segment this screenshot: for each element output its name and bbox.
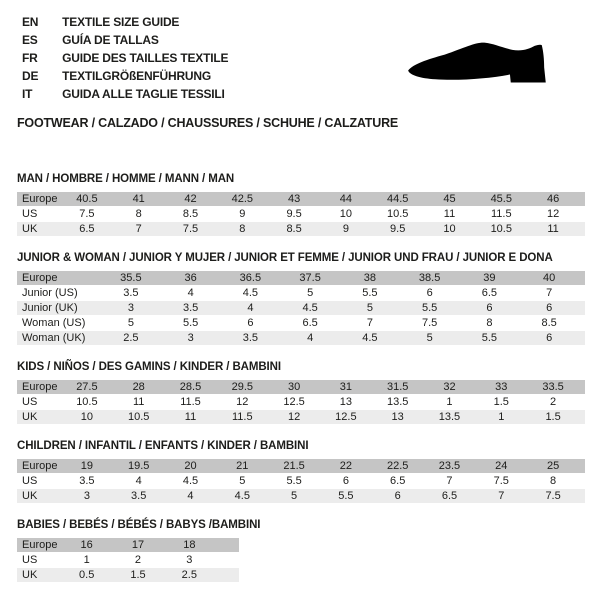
size-cell: 6: [372, 489, 424, 503]
size-cell: 1.5: [112, 568, 163, 582]
filler-cell: [579, 207, 585, 221]
size-cell: 4.5: [242, 287, 259, 299]
size-cell: 6.5: [424, 489, 476, 503]
size-cell: 46: [527, 192, 579, 206]
row-label: UK: [17, 489, 61, 503]
filler-cell: [579, 222, 585, 236]
row-label: US: [22, 396, 38, 408]
filler-cell: [579, 301, 585, 315]
size-table: [17, 270, 585, 346]
size-cell: 5: [239, 475, 246, 487]
language-code: IT: [22, 87, 33, 101]
size-cell: 10: [424, 222, 476, 236]
size-cell: 6: [342, 475, 349, 487]
filler-cell: [579, 380, 585, 394]
size-cell: 5.5: [286, 475, 302, 487]
size-cell: 33.5: [527, 380, 579, 394]
size-cell: 17: [112, 538, 163, 552]
row-label: Europe: [17, 538, 61, 552]
size-cell: 28.5: [165, 380, 217, 394]
size-cell: 6.5: [61, 222, 113, 236]
row-label: US: [22, 208, 38, 220]
size-cell: 8: [486, 317, 493, 329]
size-cell: 5: [400, 331, 460, 345]
filler-cell: [579, 474, 585, 488]
size-cell: 12.5: [320, 410, 372, 424]
language-label: GUIDE DES TAILLES TEXTILE: [62, 51, 229, 65]
size-cell: 3.5: [161, 301, 221, 315]
size-table-section: [17, 518, 600, 583]
language-code: EN: [22, 15, 39, 29]
size-cell: 22: [320, 459, 372, 473]
size-cell: 3.5: [123, 287, 139, 299]
size-cell: 23.5: [424, 459, 476, 473]
size-cell: 4.5: [216, 489, 268, 503]
row-label: Europe: [17, 271, 101, 285]
size-cell: 11: [443, 208, 456, 220]
size-cell: 1: [475, 410, 527, 424]
size-table-section: [17, 251, 600, 346]
size-cell: 4: [187, 287, 194, 299]
size-cell: 4: [221, 301, 281, 315]
table-title: KIDS / NIÑOS / DES GAMINS / KINDER / BAMBINI: [17, 361, 281, 373]
size-cell: 11: [165, 410, 217, 424]
size-cell: 42: [165, 192, 217, 206]
size-cell: 11.5: [490, 208, 512, 220]
filler-cell: [579, 331, 585, 345]
row-label: Europe: [17, 380, 61, 394]
language-code: FR: [22, 51, 38, 65]
table-row: [17, 286, 585, 300]
size-cell: 32: [424, 380, 476, 394]
size-cell: 4.5: [182, 475, 199, 487]
size-cell: 9: [320, 222, 372, 236]
size-cell: 5.5: [320, 489, 372, 503]
size-cell: 27.5: [61, 380, 113, 394]
size-cell: 31.5: [372, 380, 424, 394]
size-cell: 8.5: [541, 317, 557, 329]
size-cell: 10.5: [475, 222, 527, 236]
table-row: [17, 474, 585, 488]
table-row: [17, 331, 585, 345]
table-row: [17, 459, 585, 473]
size-cell: 12: [268, 410, 320, 424]
filler-cell: [579, 286, 585, 300]
size-cell: 2: [550, 396, 557, 408]
size-cell: 7: [475, 489, 527, 503]
size-cell: 3: [161, 331, 221, 345]
size-cell: 10: [61, 410, 113, 424]
row-label: UK: [17, 568, 61, 582]
size-cell: 11.5: [216, 410, 268, 424]
size-table-section: [17, 360, 600, 425]
size-cell: 3: [61, 489, 113, 503]
size-cell: 45.5: [475, 192, 527, 206]
size-cell: 6: [460, 301, 520, 315]
size-cell: 11.5: [180, 396, 201, 408]
size-cell: 5: [307, 287, 314, 299]
filler-cell: [579, 192, 585, 206]
size-cell: 7.5: [527, 489, 579, 503]
size-cell: 22.5: [372, 459, 424, 473]
size-cell: 40: [519, 271, 579, 285]
row-label: Europe: [17, 459, 61, 473]
size-cell: 8: [550, 475, 557, 487]
language-label: TEXTILGRÖßENFÜHRUNG: [62, 69, 212, 83]
size-cell: 9.5: [372, 222, 424, 236]
row-label: US: [22, 554, 38, 566]
size-cell: 8: [216, 222, 268, 236]
size-cell: 40.5: [61, 192, 113, 206]
size-cell: 1.5: [493, 396, 509, 408]
size-cell: 44: [320, 192, 372, 206]
filler-cell: [579, 271, 585, 285]
size-cell: 19: [61, 459, 113, 473]
size-cell: 6: [519, 331, 579, 345]
filler-cell: [579, 459, 585, 473]
size-cell: 13.5: [386, 396, 409, 408]
size-table: [17, 537, 239, 583]
size-cell: 7: [366, 317, 373, 329]
size-cell: 21.5: [268, 459, 320, 473]
row-label: US: [22, 475, 38, 487]
size-cell: 44.5: [372, 192, 424, 206]
size-cell: 9: [239, 208, 246, 220]
size-cell: 5: [127, 317, 134, 329]
size-cell: 7.5: [79, 208, 95, 220]
size-cell: 7.5: [493, 475, 509, 487]
size-cell: 0.5: [61, 568, 112, 582]
size-table-section: [17, 172, 600, 237]
size-cell: 6.5: [481, 287, 498, 299]
size-cell: 30: [268, 380, 320, 394]
size-cell: 13: [339, 396, 352, 408]
size-cell: 1: [83, 554, 90, 566]
size-cell: 13.5: [424, 410, 476, 424]
filler-cell: [579, 395, 585, 409]
size-cell: 29.5: [216, 380, 268, 394]
size-table-section: [17, 439, 600, 504]
size-cell: 5.5: [182, 317, 199, 329]
size-cell: 6: [247, 317, 254, 329]
size-cell: 1.5: [527, 410, 579, 424]
size-cell: 6.5: [302, 317, 318, 329]
size-cell: 41: [113, 192, 165, 206]
size-cell: 33: [475, 380, 527, 394]
table-row: [17, 207, 585, 221]
size-cell: 4: [280, 331, 340, 345]
filler-cell: [215, 538, 239, 552]
table-row: [17, 380, 585, 394]
filler-cell: [579, 410, 585, 424]
dress-shoe-icon: [397, 27, 572, 91]
size-cell: 42.5: [216, 192, 268, 206]
size-table: [17, 379, 585, 425]
table-row: [17, 568, 239, 582]
filler-cell: [579, 489, 585, 503]
size-cell: 10: [339, 208, 352, 220]
size-cell: 3: [101, 301, 161, 315]
row-label: Europe: [17, 192, 61, 206]
size-cell: 7: [113, 222, 165, 236]
language-label: TEXTILE SIZE GUIDE: [62, 15, 180, 29]
table-row: [17, 538, 239, 552]
language-label: GUIDA ALLE TAGLIE TESSILI: [62, 87, 225, 101]
size-cell: 4.5: [280, 301, 340, 315]
language-code: DE: [22, 69, 39, 83]
size-cell: 3.5: [79, 475, 95, 487]
size-cell: 12: [236, 396, 249, 408]
table-title: MAN / HOMBRE / HOMME / MANN / MAN: [17, 173, 235, 185]
size-cell: 6: [519, 301, 579, 315]
size-cell: 10.5: [386, 208, 409, 220]
table-row: [17, 316, 585, 330]
size-cell: 5.5: [362, 287, 378, 299]
size-cell: 36: [161, 271, 221, 285]
table-title: CHILDREN / INFANTIL / ENFANTS / KINDER / BAMBINI: [17, 440, 309, 452]
filler-cell: [215, 553, 239, 567]
size-cell: 21: [216, 459, 268, 473]
size-cell: 9.5: [286, 208, 302, 220]
size-cell: 7.5: [165, 222, 217, 236]
size-cell: 37.5: [280, 271, 340, 285]
table-row: [17, 192, 585, 206]
size-cell: 43: [268, 192, 320, 206]
language-label: GUÍA DE TALLAS: [62, 33, 159, 47]
size-cell: 5.5: [460, 331, 520, 345]
size-cell: 7: [546, 287, 553, 299]
size-cell: 6: [426, 287, 433, 299]
row-label: Woman (US): [22, 317, 86, 329]
filler-cell: [215, 568, 239, 582]
size-cell: 5: [268, 489, 320, 503]
table-row: [17, 395, 585, 409]
size-cell: 16: [61, 538, 112, 552]
size-cell: 7.5: [421, 317, 438, 329]
row-label: Junior (US): [22, 287, 78, 299]
size-cell: 12.5: [283, 396, 305, 408]
table-row: [17, 271, 585, 285]
language-code: ES: [22, 33, 38, 47]
filler-cell: [579, 316, 585, 330]
size-cell: 31: [320, 380, 372, 394]
size-cell: 19.5: [113, 459, 165, 473]
size-cell: 35.5: [101, 271, 161, 285]
size-cell: 18: [164, 538, 215, 552]
size-cell: 4: [135, 475, 142, 487]
size-cell: 10.5: [76, 396, 98, 408]
table-row: [17, 301, 585, 315]
size-cell: 20: [165, 459, 217, 473]
size-cell: 12: [546, 208, 560, 220]
size-cell: 13: [372, 410, 424, 424]
size-cell: 2.5: [101, 331, 161, 345]
table-row: [17, 553, 239, 567]
size-cell: 4.5: [340, 331, 400, 345]
size-cell: 24: [475, 459, 527, 473]
size-cell: 38.5: [400, 271, 460, 285]
size-cell: 10.5: [113, 410, 165, 424]
size-cell: 1: [446, 396, 453, 408]
table-row: [17, 410, 585, 424]
size-cell: 28: [113, 380, 165, 394]
category-title: FOOTWEAR / CALZADO / CHAUSSURES / SCHUHE / CALZATURE: [17, 116, 399, 130]
size-cell: 5: [340, 301, 400, 315]
size-cell: 36.5: [221, 271, 281, 285]
size-tables: [17, 172, 600, 583]
size-cell: 45: [424, 192, 476, 206]
size-cell: 8.5: [182, 208, 199, 220]
size-cell: 38: [340, 271, 400, 285]
size-cell: 39: [460, 271, 520, 285]
size-table: [17, 458, 585, 504]
size-cell: 11: [527, 222, 579, 236]
row-label: Woman (UK): [17, 331, 101, 345]
table-row: [17, 222, 585, 236]
size-cell: 2: [134, 554, 142, 566]
size-cell: 11: [132, 396, 145, 408]
row-label: UK: [17, 410, 61, 424]
size-cell: 3: [186, 554, 193, 566]
size-cell: 4: [165, 489, 217, 503]
size-cell: 5.5: [400, 301, 460, 315]
table-title: BABIES / BEBÉS / BÉBÉS / BABYS /BAMBINI: [17, 519, 261, 531]
row-label: Junior (UK): [17, 301, 101, 315]
table-title: JUNIOR & WOMAN / JUNIOR Y MUJER / JUNIOR ET FEMME / JUNIOR UND FRAU / JUNIOR E DONA: [17, 252, 553, 264]
size-table: [17, 191, 585, 237]
table-row: [17, 489, 585, 503]
size-cell: 7: [446, 475, 453, 487]
size-cell: 3.5: [221, 331, 281, 345]
row-label: UK: [17, 222, 61, 236]
size-cell: 3.5: [113, 489, 165, 503]
size-cell: 8.5: [268, 222, 320, 236]
size-cell: 8: [135, 208, 142, 220]
size-cell: 6.5: [390, 475, 406, 487]
size-cell: 2.5: [164, 568, 215, 582]
size-cell: 25: [527, 459, 579, 473]
